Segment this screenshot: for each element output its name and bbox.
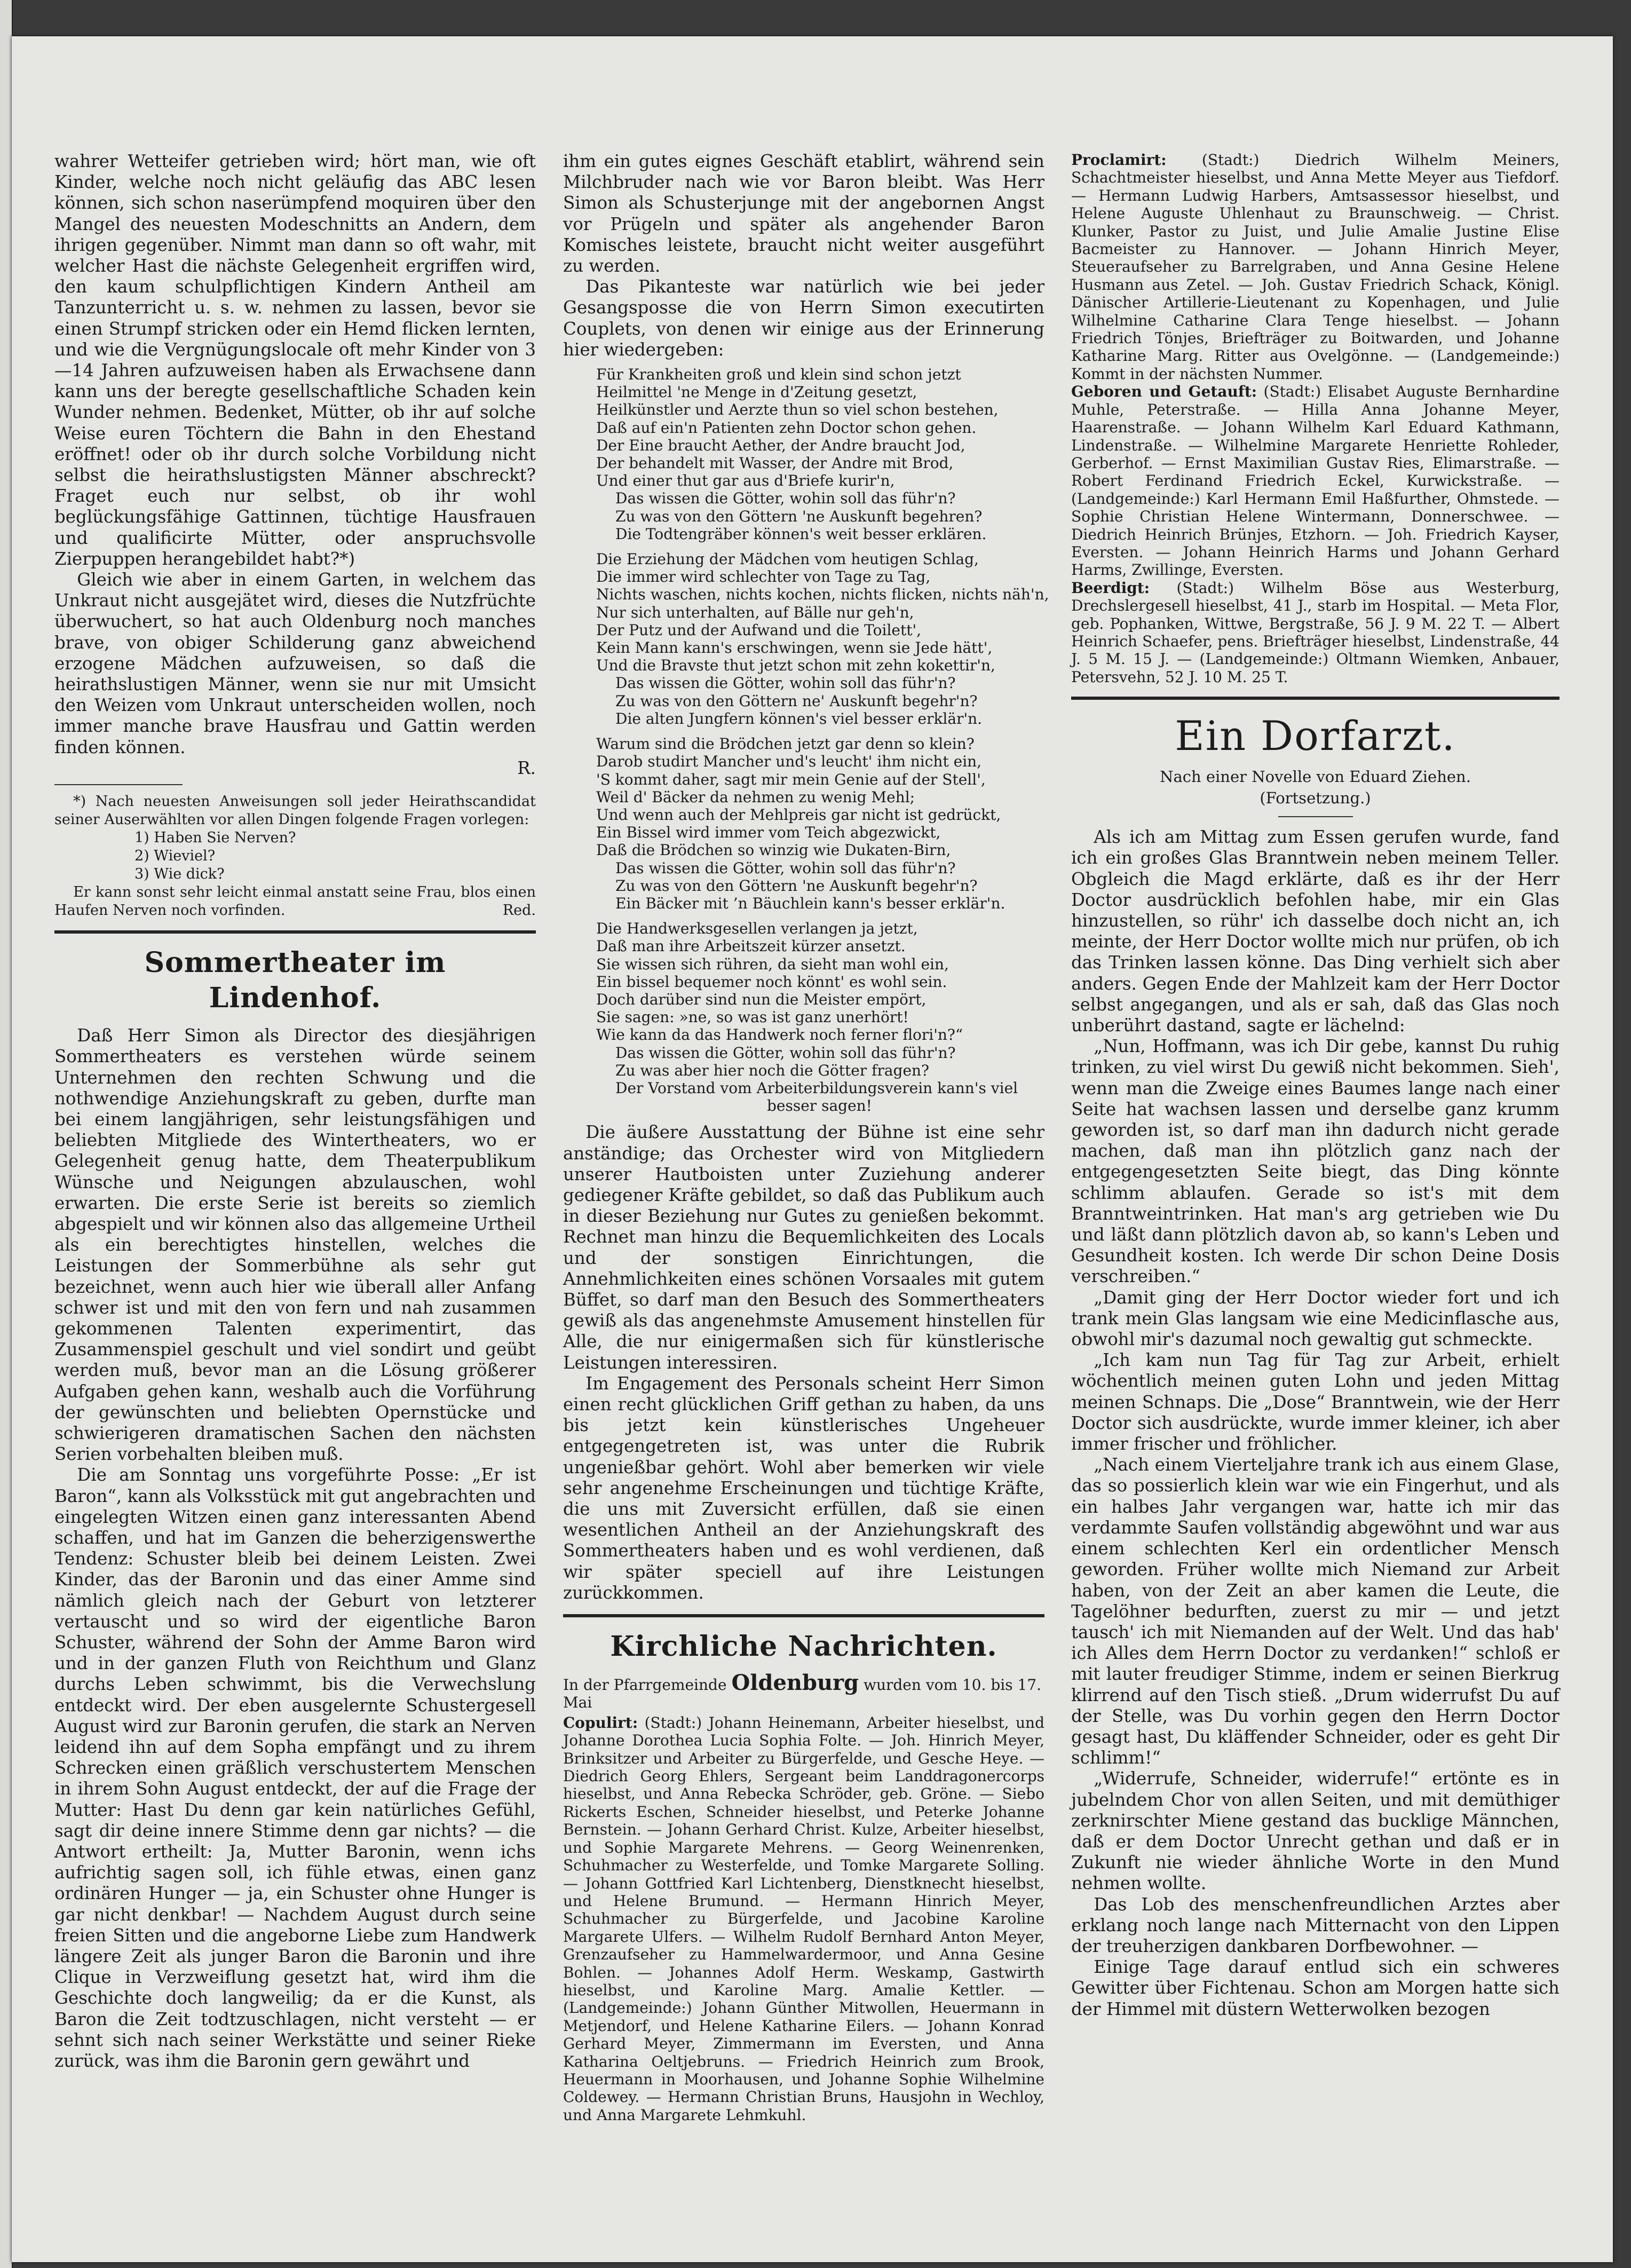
verse-line: Die alten Jungfern können's viel besser erklär'n. — [615, 709, 983, 728]
footnote — [54, 793, 536, 920]
copulirt-list — [563, 1714, 1044, 2124]
intro-text: In der Pfarrgemeinde — [563, 1676, 727, 1694]
couplet-stanza — [596, 735, 1044, 912]
footnote-rule — [54, 784, 183, 785]
verse-line: Heilkünstler und Aerzte thun so viel schon bestehen, — [596, 401, 999, 419]
verse-line: Doch darüber sind nun die Meister empört, — [596, 990, 927, 1008]
article-signature: R. — [517, 757, 536, 778]
verse-line: Und wenn auch der Mehlpreis gar nicht ist gedrückt, — [596, 805, 1001, 824]
verse-line: Ein bissel bequemer noch könnt' es wohl sein. — [596, 973, 947, 991]
story-paragraph: Als ich am Mittag zum Essen gerufen wurde, fand ich ein großes Glas Branntwein neben meinem Teller. Obgleich die Magd erklärte, daß es ihr der Herr Doctor ausdrücklich befohlen habe, mir ein Glas hinzustellen, so rühr' ich dasselbe doch nicht an, ich meinte, der Herr Doctor wollte mich nur prüfen, ob ich das Trinken lassen könne. Das Ding verhielt sich aber anders. Gegen Ende der Mahlzeit kam der Herr Doctor selbst angegangen, und als er sah, daß das Glas noch unberührt dastand, sagte er lächelnd: — [1071, 827, 1559, 1036]
story-heading: Ein Dorfarzt. — [1175, 712, 1456, 760]
beerdigt-text: (Stadt:) Wilhelm Böse aus Westerburg, Drechslergesell hieselbst, 41 J., starb im Hospital. — Meta Flor, geb. Pophanken, Wittwe, Bergstraße, 56 J. 9 M. 22 T. — Albert Heinrich Schaefer, pens. Briefträger hieselbst, Lindenstraße, 44 J. 5 M. 15 J. — (Landgemeinde:) Oltmann Wiemken, Anbauer, Petersvehn, 52 J. 10 M. 25 T. — [1071, 579, 1559, 686]
article-paragraph: Die äußere Ausstattung der Bühne ist eine sehr anständige; das Orchester wird von Mitgliedern unserer Hautboisten unter Zuziehung anderer gediegener Kräfte gebildet, so daß das Publikum auch in dieser Beziehung nur Gutes zu genießen bekommt. Rechnet man hinzu die Bequemlichkeiten des Locals und der sonstigen Einrichtungen, die Annehmlichkeiten eines schönen Vorsaales mit gutem Büffet, so darf man den Besuch des Sommertheaters gewiß als das angenehmste Amusement hinstellen für Alle, die nur einigermaßen sich für künstlerische Leistungen interessiren. — [563, 1122, 1044, 1373]
section-divider — [54, 930, 536, 934]
verse-line: Daß die Brödchen so winzig wie Dukaten-Birn, — [596, 841, 951, 859]
story-paragraph: Einige Tage darauf entlud sich ein schweres Gewitter über Fichtenau. Schon am Morgen hatte sich der Himmel mit düstern Wetterwolken bezogen — [1071, 1957, 1559, 2019]
geboren-label: Geboren und Getauft: — [1071, 383, 1257, 401]
byline-rule — [1278, 816, 1353, 817]
footnote-question: 1) Haben Sie Nerven? — [134, 829, 296, 847]
verse-line: Daß auf ein'n Patienten zehn Doctor schon gehen. — [596, 418, 977, 437]
verse-line: Darob studirt Mancher und's leucht' ihm nicht ein, — [596, 753, 982, 771]
verse-line: Der behandelt mit Wasser, der Andre mit Brod, — [596, 454, 954, 472]
column-1 — [54, 151, 536, 2072]
verse-line: Für Krankheiten groß und klein sind schon jetzt — [596, 366, 961, 384]
verse-line: Der Vorstand vom Arbeiterbildungsverein kann's viel — [615, 1079, 1018, 1097]
proclamirt-text: (Stadt:) Diedrich Wilhelm Meiners, Schachtmeister hieselbst, und Anna Mette Meyer aus Tiefdorf. — Hermann Ludwig Harbers, Amtsassessor hieselbst, und Helene Auguste Uhlenhaut zu Braunschweig. — Christ. Klunker, Pastor zu Juist, und Julie Amalie Justine Elise Bacmeister zu Hannover. — Johann Hinrich Meyer, Steueraufseher zu Barrelgraben, und Anna Gesine Helene Husmann aus Zetel. — Joh. Gustav Friedrich Schack, Königl. Dänischer Artillerie-Lieutenant zu Kopenhagen, und Julie Wilhelmine Catharine Clara Tenge hieselbst. — Johann Friedrich Tönjes, Briefträger zu Boitwarden, und Johanne Katharine Marg. Ritter aus Ovelgönne. — (Landgemeinde:) Kommt in der nächsten Nummer. — [1071, 151, 1560, 383]
verse-line: besser sagen! — [767, 1097, 872, 1115]
verse-line: Die Erziehung der Mädchen vom heutigen Schlag, — [596, 550, 979, 568]
verse-line: Warum sind die Brödchen jetzt gar denn so klein? — [596, 735, 975, 753]
place-name: Oldenburg — [731, 1670, 859, 1696]
adjacent-page-edge — [0, 0, 13, 2268]
copulirt-label: Copulirt: — [563, 1713, 638, 1732]
verse-line: Zu was von den Göttern 'ne Auskunft begehr'n? — [615, 876, 978, 895]
verse-line: Die Todtengräber können's weit besser erklären. — [615, 525, 987, 543]
kirchliche-intro — [563, 1670, 1044, 1712]
verse-line: Der Eine braucht Aether, der Andre braucht Jod, — [596, 436, 965, 454]
verse-line: Ein Bissel wird immer vom Teich abgezwickt, — [596, 824, 941, 842]
article-paragraph: Die am Sonntag uns vorgeführte Posse: „Er ist Baron“, kann als Volksstück mit gut angebrachten und eingelegten Witzen einen ganz interessanten Abend schaffen, und hat im Ganzen die beherzigenswerthe Tendenz: Schuster bleib bei deinem Leisten. Zwei Kinder, das der Baronin und das einer Amme sind nämlich gleich nach der Geburt von letzterer vertauscht und so wird der eigentliche Baron Schuster, während der Sohn der Amme Baron wird und in der ganzen Fluth von Reichthum und Glanz durchs Leben schwimmt, bis die Verwechslung entdeckt wird. Der eben ausgelernte Schustergesell August wird zur Baronin gerufen, die stark an Nerven leidend ihn auf dem Sopha empfängt und zu ihrem Schrecken einen gräßlich verschustertem Menschen in ihrem Sohn August entdeckt, der auf die Frage der Mutter: Hast Du denn gar kein natürliches Gefühl, sagt dir deine innere Stimme denn gar nichts? — die Antwort ertheilt: Ja, Mutter Baronin, wenn ichs aufrichtig sagen soll, ich fühle etwas, einen ganz ordinären Hunger — ja, ein Schuster ohne Hunger is gar nicht denkbar! — Nachdem August durch seine freien Sitten und die angeborne Liebe zum Handwerk längere Zeit als junger Baron die Baronin und ihre Clique in Verzweiflung gesetzt hat, wird ihm die Geschichte doch langweilig; da er die Kunst, als Baron die Zeit todtzuschlagen, nicht versteht — er sehnt sich nach seiner Werkstätte und seiner Rieke zurück, was ihm die Baronin gern gewährt und — [54, 1465, 536, 2072]
verse-line: Weil d' Bäcker da nehmen zu wenig Mehl; — [596, 788, 915, 806]
couplet-stanza — [596, 366, 1044, 543]
footnote-question: 2) Wieviel? — [134, 848, 216, 865]
verse-line: Und die Bravste thut jetzt schon mit zehn kokettir'n, — [596, 657, 995, 675]
footnote-end: Er kann sonst sehr leicht einmal anstatt seine Frau, blos einen Haufen Nerven noch vorfinden. — [54, 884, 536, 919]
article-paragraph: wahrer Wetteifer getrieben wird; hört man, wie oft Kinder, welche noch nicht geläufig das ABC lesen können, sich schon naserümpfend moquiren über den Mangel des neuesten Modeschnitts an Andern, dem ihrigen gegenüber. Nimmt man dann so oft wahr, mit welcher Hast die nächste Gelegenheit ergriffen wird, den kaum schulpflichtigen Kindern Antheil am Tanzunterricht u. s. w. nehmen zu lassen, bevor sie einen Strumpf stricken oder ein Hemd flicken lernten, und wie die Vergnügungslocale oft mehr Kinder von 3—14 Jahren aufzuweisen haben als Erwachsene dann kann uns der beregte gesellschaftliche Schaden kein Wunder nehmen. Bedenket, Mütter, ob ihr auf solche Weise euren Töchtern die Bahn in den Ehestand eröffnet! oder ob ihr durch solche Vorbildung nicht selbst die heirathslustigsten Männer abschreckt? Fraget euch nur selbst, ob ihr wohl beglückungsfähige Gattinnen, tüchtige Hausfrauen und qualificirte Mütter, oder anspruchsvolle Zierpuppen herangebildet habt?*) — [54, 151, 536, 569]
verse-line: Zu was von den Göttern 'ne Auskunft begehren? — [615, 507, 983, 525]
verse-line: Die Handwerksgesellen verlangen ja jetzt, — [596, 920, 918, 938]
copulirt-text: (Stadt:) Johann Heinemann, Arbeiter hieselbst, und Johanne Dorothea Lucia Sophia Folte. — Joh. Hinrich Meyer, Brinksitzer und Arbeiter zu Bürgerfelde, und Gesche Heye. — Diedrich Georg Ehlers, Sergeant beim Landdragonercorps hieselbst, und Anna Rebecka Schröder, geb. Gröne. — Siebo Rickerts Eschen, Schneider hieselbst, und Peterke Johanne Bernstein. — Johann Gerhard Christ. Kulze, Arbeiter hieselbst, und Sophie Margarete Mehrens. — Georg Weinenrenken, Schuhmacher zu Westerfelde, und Tomke Margarete Solling. — Johann Gottfried Karl Lichtenberg, Dienstknecht hieselbst, und Helene Brumund. — Hermann Hinrich Meyer, Schuhmacher zu Bürgerfelde, und Jacobine Karoline Margarete Ulfers. — Wilhelm Rudolf Bernhard Anton Meyer, Grenzaufseher zu Hammelwardermoor, und Anna Gesine Bohlen. — Johannes Adolf Herm. Weskamp, Gastwirth hieselbst, und Karoline Marg. Amalie Kettler. — (Landgemeinde:) Johann Günther Mitwollen, Heuermann in Metjendorf, und Helene Katharine Eilers. — Johann Konrad Gerhard Meyer, Zimmermann im Eversten, und Anna Katharina Oeltjebruns. — Friedrich Heinrich zum Brook, Heuermann in Moorhausen, und Johanne Sophie Wilhelmine Coldewey. — Hermann Christian Bruns, Hausjohn in Wechloy, und Anna Margarete Lehmkuhl. — [563, 1713, 1044, 2124]
verse-line: Ein Bäcker mit ’n Bäuchlein kann's besser erklär'n. — [615, 894, 1005, 912]
story-paragraph: „Nun, Hoffmann, was ich Dir gebe, kannst Du ruhig trinken, zu viel wirst Du gewiß nicht bekommen. Sieh', wenn man die Zweige eines Baumes lange nach einer Seite hat wachsen lassen und derselbe ganz krumm geworden ist, so darf man ihn dadurch nicht gerade machen, daß man ihn plötzlich ganz nach der entgegengesetzten Seite biegt, das Ding könnte schlimm ablaufen. Gerade so ist's mit dem Branntweintrinken. Hat man's arg getrieben wie Du und läßt dann plötzlich davon ab, so kann's Leben und Gesundheit kosten. Ich werde Dir schon Deine Dosis verschreiben.“ — [1071, 1036, 1559, 1287]
section-divider — [1071, 697, 1559, 700]
verse-line: Daß man ihre Arbeitszeit kürzer ansetzt. — [596, 937, 906, 955]
verse-line: Das wissen die Götter, wohin soll das führ'n? — [615, 674, 956, 692]
intro-text: wurden vom 10. bis 17. Mai — [563, 1676, 1042, 1712]
story-paragraph: „Damit ging der Herr Doctor wieder fort und ich trank mein Glas langsam wie eine Medicinflasche aus, obwohl mir's dazumal noch gewaltig gut schmeckte. — [1071, 1287, 1559, 1350]
verse-line: Der Putz und der Aufwand und die Toilett', — [596, 621, 922, 639]
story-paragraph: „Ich kam nun Tag für Tag zur Arbeit, erhielt wöchentlich meinen guten Lohn und jeden Mittag meinen Schnaps. Die „Dose“ Branntwein, wie der Herr Doctor sich ausdrückte, wurde immer kleiner, ich aber immer frischer und fröhlicher. — [1071, 1350, 1559, 1455]
section-divider — [563, 1614, 1044, 1617]
verse-line: Kein Mann kann's erschwingen, wenn sie Jede hätt', — [596, 639, 993, 657]
story-paragraph: „Nach einem Vierteljahre trank ich aus einem Glase, das so possierlich klein war wie ein Fingerhut, und als ein halbes Jahr vergangen war, hatte ich mir das verdammte Saufen vollständig abgewöhnt und war aus einem schlechten Kerl ein ordentlicher Mensch geworden. Früher wollte mich Niemand zur Arbeit haben, von der Zeit an aber kamen die Leute, die Tagelöhner bedurften, zuerst zu mir — und jetzt tausch' ich mit Niemanden auf der Welt. Und das hab' ich Alles dem Herrn Doctor zu verdanken!“ schloß er mit lauter freudiger Stimme, indem er seinen Bierkrug klirrend auf den Tisch stieß. „Drum widerrufst Du auf der Stelle, was Du vorhin gegen den Herrn Doctor gesagt hast, Du kläffender Schneider, oder es geht Dir schlimm!“ — [1071, 1455, 1559, 1768]
footnote-intro: *) Nach neuesten Anweisungen soll jeder Heirathscandidat seiner Auserwählten vor allen Dingen folgende Fragen vorlegen: — [54, 793, 536, 828]
article-paragraph: Im Engagement des Personals scheint Herr Simon einen recht glücklichen Griff gethan zu haben, da uns bis jetzt kein künstlerisches Ungeheuer entgegengetreten ist, was unter die Rubrik ungenießbar gehört. Wohl aber bemerken wir viele sehr angenehme Erscheinungen und tüchtige Kräfte, die uns mit Zuversicht erfüllen, daß sie einen wesentlichen Antheil an der Anziehungskraft des Sommertheaters haben und es wohl verdienen, daß wir später speciell auf ihre Leistungen zurückkommen. — [563, 1373, 1044, 1603]
geboren-text: (Stadt:) Elisabet Auguste Bernhardine Muhle, Peterstraße. — Hilla Anna Johanne Meyer, Haarenstraße. — Johann Wilhelm Karl Eduard Kathmann, Lindenstraße. — Wilhelmine Margarete Henriette Rohleder, Gerberhof. — Ernst Maximilian Gustav Ries, Elimarstraße. — Robert Ferdinand Friedrich Eckel, Kurwickstraße. — (Landgemeinde:) Karl Hermann Emil Haßfurther, Ohmstede. — Sophie Christian Helene Wintermann, Donnerschwee. — Diedrich Heinrich Brünjes, Etzhorn. — Joh. Friedrich Kayser, Eversten. — Johann Heinrich Harms und Johann Gerhard Harms, Zwillinge, Eversten. — [1071, 383, 1559, 579]
article-paragraph: Daß Herr Simon als Director des diesjährigen Sommertheaters es verstehen würde seinem Unternehmen den rechten Schwung und die nothwendige Anziehungskraft zu geben, durfte man bei einem langjährigen, sehr leistungsfähigen und beliebten Mitgliede des Wintertheaters, wo er Gelegenheit genug hatte, dem Theaterpublikum Wünsche und Neigungen abzulauschen, wohl erwarten. Die erste Serie ist bereits so ziemlich abgespielt und wir können also das allgemeine Urtheil als ein berechtigtes hinstellen, welches die Leistungen der Sommerbühne als sehr gut bezeichnet, wenn auch hier wie überall aller Anfang schwer ist und mit den von fern und nah zusammen gekommenen Talenten experimentirt, das Zusammenspiel geschult und viel sondirt und geübt werden muß, bevor man an die Lösung größerer Aufgaben gehen kann, weshalb auch die Vorführung der gewünschten und beliebten Opernstücke und schwierigeren dramatischen Sachen den nächsten Serien vorbehalten bleiben muß. — [54, 1025, 536, 1465]
article-paragraph: Gleich wie aber in einem Garten, in welchem das Unkraut nicht ausgejätet wird, dieses die Nutzfrüchte überwuchert, so hat auch Oldenburg noch manches brave, von obiger Schilderung ganz abweichend erzogene Mädchen aufzuweisen, so daß die heirathslustigen Männer, wenn sie nur mit Umsicht den Weizen vom Unkraut unterscheiden wollen, noch immer manche brave Hausfrau und Gattin werden finden können. — [54, 570, 536, 757]
verse-line: Das wissen die Götter, wohin soll das führ'n? — [615, 859, 956, 877]
article-heading: Sommertheater im Lindenhof. — [144, 946, 446, 1015]
column-2 — [563, 151, 1049, 2124]
verse-line: Das wissen die Götter, wohin soll das führ'n? — [615, 1044, 956, 1062]
verse-line: Nichts waschen, nichts kochen, nichts flicken, nichts näh'n, — [596, 586, 1049, 604]
couplet-stanza — [596, 920, 1044, 1115]
beerdigt-label: Beerdigt: — [1071, 579, 1150, 597]
church-records — [1071, 151, 1559, 686]
verse-line: Die immer wird schlechter von Tage zu Tag, — [596, 568, 931, 586]
story-continuation: (Fortsetzung.) — [1260, 789, 1371, 808]
verse-line: Nur sich unterhalten, auf Bälle nur geh'n, — [596, 603, 914, 621]
story-paragraph: Das Lob des menschenfreundlichen Arztes aber erklang noch lange nach Mitternacht von den Lippen der treuherzigen dankbaren Dorfbewohner. — — [1071, 1894, 1559, 1956]
couplets — [563, 366, 1049, 1115]
proclamirt-label: Proclamirt: — [1071, 151, 1167, 169]
verse-line: Zu was aber hier noch die Götter fragen? — [615, 1061, 930, 1079]
verse-line: Heilmittel 'ne Menge in d'Zeitung gesetzt, — [596, 383, 917, 401]
verse-line: 'S kommt daher, sagt mir mein Genie auf der Stell', — [596, 770, 986, 788]
verse-line: Sie wissen sich rühren, da sieht man wohl ein, — [596, 955, 949, 973]
newspaper-page — [12, 36, 1613, 2262]
couplet-stanza — [596, 550, 1049, 728]
verse-line: Sie sagen: »ne, so was ist ganz unerhört! — [596, 1008, 909, 1026]
kirchliche-heading: Kirchliche Nachrichten. — [610, 1630, 997, 1663]
verse-line: Wie kann da das Handwerk noch ferner flori'n?“ — [596, 1026, 963, 1044]
column-3 — [1071, 151, 1559, 2020]
verse-line: Das wissen die Götter, wohin soll das führ'n? — [615, 489, 956, 508]
verse-line: Zu was von den Göttern ne' Auskunft begehr'n? — [615, 692, 978, 710]
story-paragraph: „Widerrufe, Schneider, widerrufe!“ ertönte es in jubelndem Chor von allen Seiten, und mit demüthiger zerknirschter Miene gestand das bucklige Männchen, daß er dem Doctor Unrecht gethan und daß er in Zukunft nie wieder ähnliche Worte in den Mund nehmen wollte. — [1071, 1768, 1559, 1894]
article-paragraph: Das Pikanteste war natürlich wie bei jeder Gesangsposse die von Herrn Simon executirten Couplets, von denen wir einige aus der Erinnerung hier wiedergeben: — [563, 276, 1044, 360]
article-paragraph: ihm ein gutes eignes Geschäft etablirt, während sein Milchbruder nach wie vor Baron bleibt. Was Herr Simon als Schusterjunge mit der angebornen Angst vor Prügeln und später als angehender Baron Komisches leistete, braucht nicht weiter ausgeführt zu werden. — [563, 151, 1044, 276]
verse-line: Und einer thut gar aus d'Briefe kurir'n, — [596, 472, 895, 490]
footnote-question: 3) Wie dick? — [134, 866, 225, 883]
footnote-signature: Red. — [502, 902, 536, 919]
story-byline: Nach einer Novelle von Eduard Ziehen. — [1160, 768, 1471, 786]
